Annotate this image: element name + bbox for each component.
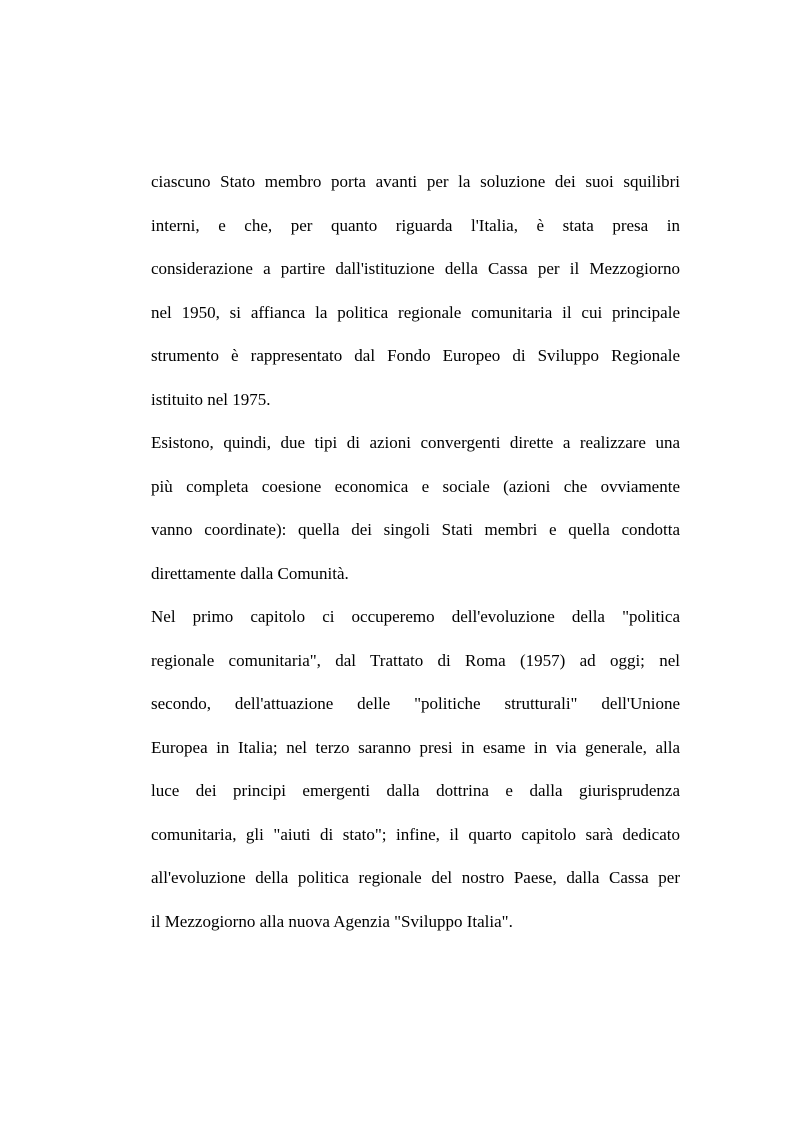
- text-line: più completa coesione economica e sociale (azioni che ovviamente: [151, 476, 680, 496]
- text-line: luce dei principi emergenti dalla dottrina e dalla giurisprudenza: [151, 781, 680, 800]
- text-line: comunitaria, gli "aiuti di stato"; infine, il quarto capitolo sarà dedicato: [151, 824, 680, 844]
- text-line: regionale comunitaria", dal Trattato di Roma (1957) ad oggi; nel: [151, 650, 680, 670]
- text-line: all'evoluzione della politica regionale del nostro Paese, dalla Cassa per: [151, 868, 680, 887]
- text-line: secondo, dell'attuazione delle "politiche strutturali" dell'Unione: [151, 694, 680, 713]
- text-line: il Mezzogiorno alla nuova Agenzia "Sviluppo Italia".: [151, 911, 513, 931]
- text-line: interni, e che, per quanto riguarda l'Italia, è stata presa in: [151, 215, 680, 235]
- text-line: istituito nel 1975.: [151, 389, 271, 409]
- text-line: ciascuno Stato membro porta avanti per la soluzione dei suoi squilibri: [151, 172, 680, 191]
- text-line: Nel primo capitolo ci occuperemo dell'evoluzione della "politica: [151, 607, 680, 626]
- text-line: Esistono, quindi, due tipi di azioni convergenti dirette a realizzare una: [151, 433, 680, 452]
- text-line: direttamente dalla Comunità.: [151, 563, 349, 583]
- text-line: considerazione a partire dall'istituzione della Cassa per il Mezzogiorno: [151, 259, 680, 278]
- text-line: nel 1950, si affianca la politica regionale comunitaria il cui principale: [151, 302, 680, 322]
- body-text: [151, 165, 680, 948]
- text-line: Europea in Italia; nel terzo saranno presi in esame in via generale, alla: [151, 737, 680, 757]
- text-line: strumento è rappresentato dal Fondo Europeo di Sviluppo Regionale: [151, 346, 680, 365]
- text-line: vanno coordinate): quella dei singoli Stati membri e quella condotta: [151, 520, 680, 539]
